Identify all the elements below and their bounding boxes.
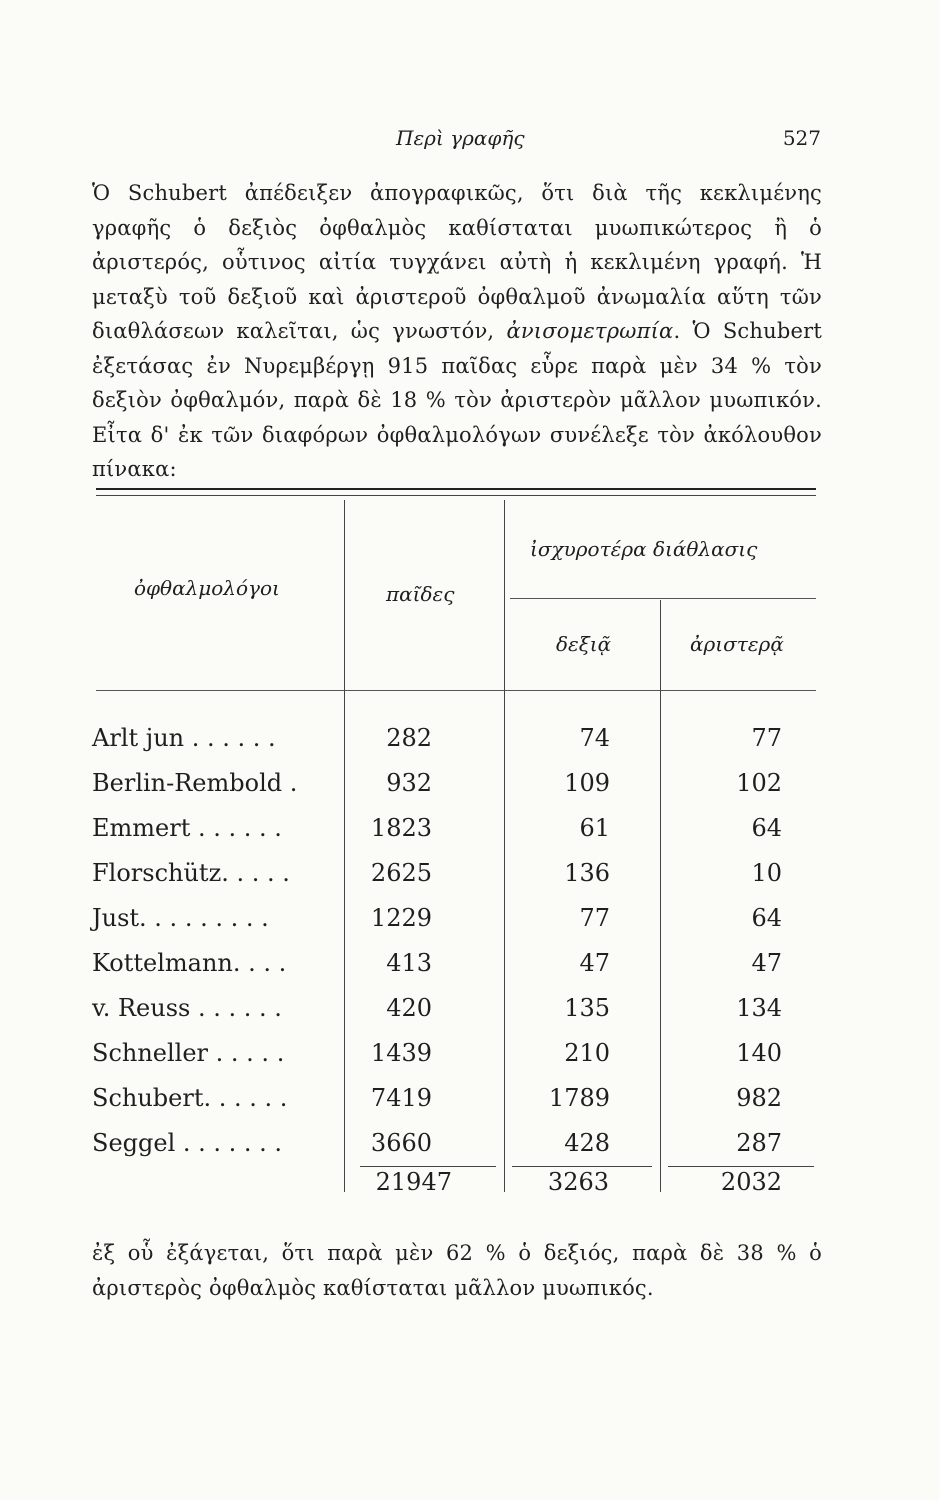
sum-rule-left bbox=[668, 1166, 814, 1167]
right-eye-count: 136 bbox=[564, 859, 610, 887]
oculist-name: Schubert. . . . . . bbox=[92, 1084, 288, 1112]
table-row bbox=[92, 904, 782, 950]
oculist-name: v. Reuss . . . . . . bbox=[92, 994, 282, 1022]
children-count: 413 bbox=[386, 949, 432, 977]
oculist-name: Emmert . . . . . . bbox=[92, 814, 282, 842]
closing-paragraph: ἐξ οὗ ἐξάγεται, ὅτι παρὰ μὲν 62 % ὁ δεξιός, παρὰ δὲ 38 % ὁ ἀριστερὸς ὀφθαλμὸς καθίσταται μᾶλλον μυωπικός. bbox=[92, 1241, 822, 1300]
right-eye-count: 1789 bbox=[548, 1084, 610, 1112]
table-row bbox=[92, 994, 782, 1040]
table-row bbox=[92, 1084, 782, 1130]
oculist-name: Florschütz. . . . . bbox=[92, 859, 290, 887]
header-oculists: ὀφθαλμολόγοι bbox=[134, 576, 280, 600]
children-count: 1823 bbox=[370, 814, 432, 842]
children-count: 7419 bbox=[370, 1084, 432, 1112]
children-count: 3660 bbox=[370, 1129, 432, 1157]
intro-paragraph bbox=[92, 176, 822, 487]
left-eye-count: 102 bbox=[736, 769, 782, 797]
left-eye-count: 287 bbox=[736, 1129, 782, 1157]
table-row bbox=[92, 724, 782, 770]
right-eye-count: 77 bbox=[579, 904, 610, 932]
left-eye-count: 47 bbox=[751, 949, 782, 977]
right-eye-count: 74 bbox=[579, 724, 610, 752]
left-eye-count: 140 bbox=[736, 1039, 782, 1067]
table-row bbox=[92, 814, 782, 860]
children-count: 282 bbox=[386, 724, 432, 752]
oculist-name: Kottelmann. . . . bbox=[92, 949, 287, 977]
children-count: 420 bbox=[386, 994, 432, 1022]
table-row bbox=[92, 769, 782, 815]
children-count: 1229 bbox=[370, 904, 432, 932]
intro-text-1: Ὁ Schubert ἀπέδειξεν ἀπογραφικῶς, ὅτι διὰ τῆς κεκλιμένης γραφῆς ὁ δεξιὸς ὀφθαλμὸς καθίσταται μυωπικώτερος ἢ ὁ ἀριστερός, οὗτινος αἰτία τυγχάνει αὐτὴ ἡ κεκλιμένη γραφή. Ἡ μεταξὺ τοῦ δεξιοῦ καὶ ἀριστεροῦ ὀφθαλμοῦ ἀνωμαλία αὕτη τῶν διαθλάσεων καλεῖται, ὡς γνωστόν, bbox=[92, 181, 822, 343]
running-head bbox=[0, 126, 939, 156]
sum-rule-right bbox=[512, 1166, 652, 1167]
page-number: 527 bbox=[782, 126, 821, 150]
left-eye-count: 77 bbox=[751, 724, 782, 752]
oculist-name: Arlt jun . . . . . . bbox=[92, 724, 276, 752]
right-eye-count: 61 bbox=[579, 814, 610, 842]
oculist-name: Just. . . . . . . . . bbox=[92, 904, 269, 932]
oculist-name: Schneller . . . . . bbox=[92, 1039, 285, 1067]
header-bottom-rule bbox=[96, 690, 816, 691]
header-sub-rule bbox=[510, 598, 816, 599]
left-eye-count: 134 bbox=[736, 994, 782, 1022]
right-eye-count: 428 bbox=[564, 1129, 610, 1157]
left-eye-count: 10 bbox=[751, 859, 782, 887]
intro-text-2: . Ὁ Schubert ἐξετάσας ἐν Νυρεμβέργῃ 915 παῖδας εὗρε παρὰ μὲν 34 % τὸν δεξιὸν ὀφθαλμόν, παρὰ δὲ 18 % τὸν ἀριστερὸν μᾶλλον μυωπικόν. Εἶτα δ' ἐκ τῶν διαφόρων ὀφθαλμολόγων συνέλεξε τὸν ἀκόλουθον πίνακα: bbox=[92, 319, 822, 481]
oculist-name: Berlin-Rembold . bbox=[92, 769, 298, 797]
right-eye-count: 47 bbox=[579, 949, 610, 977]
header-left-eye: ἀριστερᾷ bbox=[690, 632, 784, 656]
table-row bbox=[92, 949, 782, 995]
right-eye-count: 109 bbox=[564, 769, 610, 797]
left-eye-count: 982 bbox=[736, 1084, 782, 1112]
left-eye-count: 64 bbox=[751, 904, 782, 932]
table-top-rule bbox=[96, 488, 816, 496]
running-title: Περὶ γραφῆς bbox=[396, 126, 525, 150]
oculist-name: Seggel . . . . . . . bbox=[92, 1129, 283, 1157]
sum-rule-children bbox=[360, 1166, 496, 1167]
right-eye-count: 210 bbox=[564, 1039, 610, 1067]
total-left-eye: 2032 bbox=[720, 1168, 782, 1196]
children-count: 2625 bbox=[370, 859, 432, 887]
children-count: 932 bbox=[386, 769, 432, 797]
table-row bbox=[92, 859, 782, 905]
table-row bbox=[92, 1039, 782, 1085]
total-right-eye: 3263 bbox=[547, 1168, 609, 1196]
header-children: παῖδες bbox=[386, 582, 455, 606]
intro-term: ἀνισομετρωπία bbox=[506, 319, 674, 343]
left-eye-count: 64 bbox=[751, 814, 782, 842]
children-count: 1439 bbox=[370, 1039, 432, 1067]
header-stronger-refraction: ἰσχυροτέρα διάθλασις bbox=[530, 537, 758, 561]
right-eye-count: 135 bbox=[564, 994, 610, 1022]
header-right-eye: δεξιᾷ bbox=[556, 632, 612, 656]
total-children: 21947 bbox=[375, 1168, 452, 1196]
